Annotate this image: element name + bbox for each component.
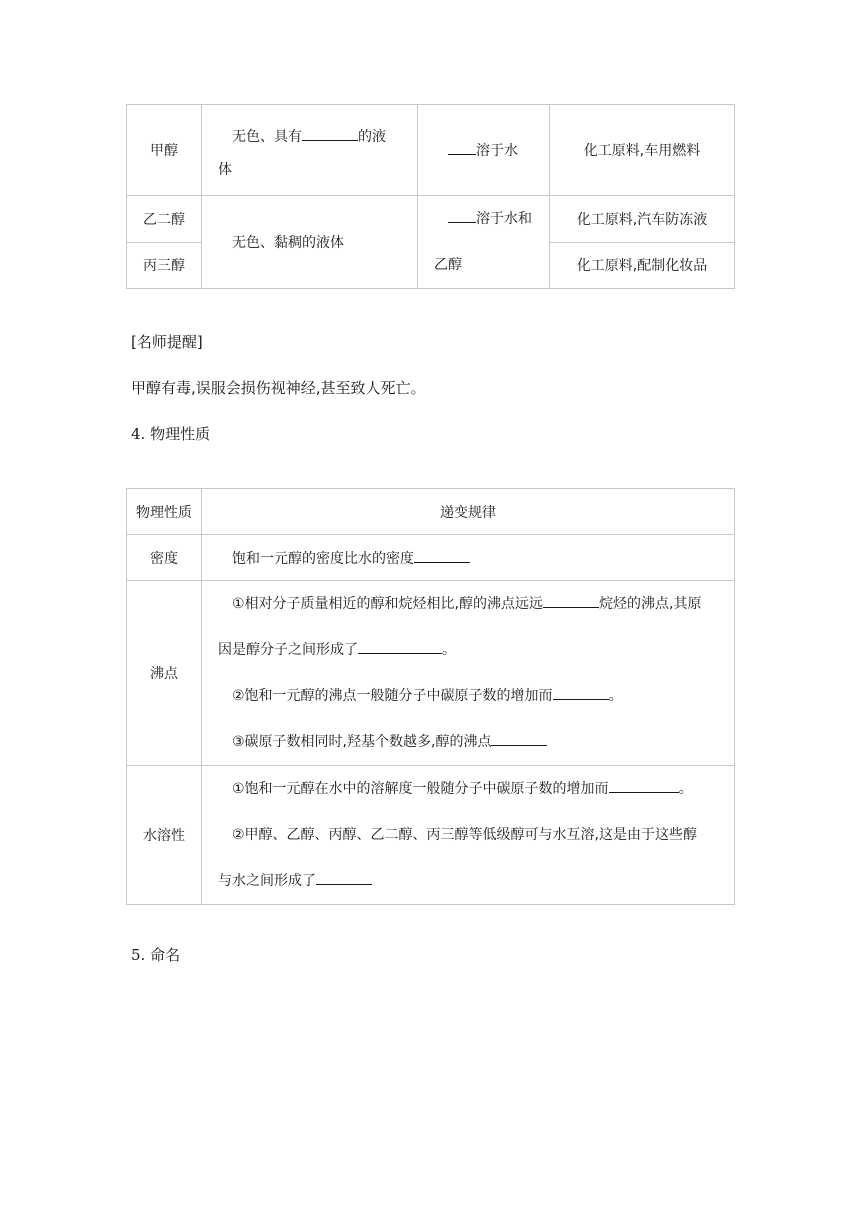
- fill-blank[interactable]: [609, 780, 679, 793]
- boiling-point-label: 沸点: [127, 581, 202, 766]
- table-row: [127, 581, 735, 766]
- header-trend: 递变规律: [202, 489, 735, 535]
- name-cell: 乙二醇: [127, 196, 202, 243]
- use-cell: 化工原料,配制化妆品: [550, 242, 735, 289]
- solubility-cell: ①饱和一元醇在水中的溶解度一般随分子中碳原子数的增加而 。 ②甲醇、乙醇、丙醇、乙二醇、丙三醇等低级醇可与水互溶,这是由于这些醇 与水之间形成了: [202, 766, 735, 905]
- section-4-heading: 4. 物理性质: [131, 425, 211, 443]
- state-cell: 无色、黏稠的液体: [202, 196, 418, 289]
- fill-blank[interactable]: [543, 595, 599, 608]
- fill-blank[interactable]: [553, 687, 609, 700]
- state-cell: 无色、具有 的液 体: [202, 105, 418, 196]
- section-5-heading: 5. 命名: [131, 946, 181, 964]
- use-cell: 化工原料,汽车防冻液: [550, 196, 735, 243]
- fill-blank[interactable]: [448, 142, 476, 155]
- tip-text: 甲醇有毒,误服会损伤视神经,甚至致人死亡。: [131, 379, 426, 397]
- table-row: [127, 105, 735, 196]
- solubility-cell: 溶于水: [418, 105, 550, 196]
- fill-blank[interactable]: [302, 128, 358, 141]
- fill-blank[interactable]: [316, 872, 372, 885]
- table-row: [127, 196, 735, 243]
- table-row: [127, 766, 735, 905]
- name-cell: 甲醇: [127, 105, 202, 196]
- boiling-point-cell: ①相对分子质量相近的醇和烷烃相比,醇的沸点远远 烷烃的沸点,其原 因是醇分子之间形成了 。 ②饱和一元醇的沸点一般随分子中碳原子数的增加而 。 ③碳原子数相同时,羟基个数越多,醇的沸点: [202, 581, 735, 766]
- tip-label: [名师提醒]: [131, 333, 203, 351]
- table-row: [127, 535, 735, 581]
- use-cell: 化工原料,车用燃料: [550, 105, 735, 196]
- density-cell: 饱和一元醇的密度比水的密度: [202, 535, 735, 581]
- physical-properties-table: [126, 488, 735, 905]
- density-label: 密度: [127, 535, 202, 581]
- fill-blank[interactable]: [358, 641, 442, 654]
- table-header-row: [127, 489, 735, 535]
- header-property: 物理性质: [127, 489, 202, 535]
- fill-blank[interactable]: [491, 733, 547, 746]
- alcohol-table: [126, 104, 735, 289]
- solubility-label: 水溶性: [127, 766, 202, 905]
- fill-blank[interactable]: [448, 210, 476, 223]
- fill-blank[interactable]: [414, 550, 470, 563]
- solubility-cell: 溶于水和 乙醇: [418, 196, 550, 289]
- name-cell: 丙三醇: [127, 242, 202, 289]
